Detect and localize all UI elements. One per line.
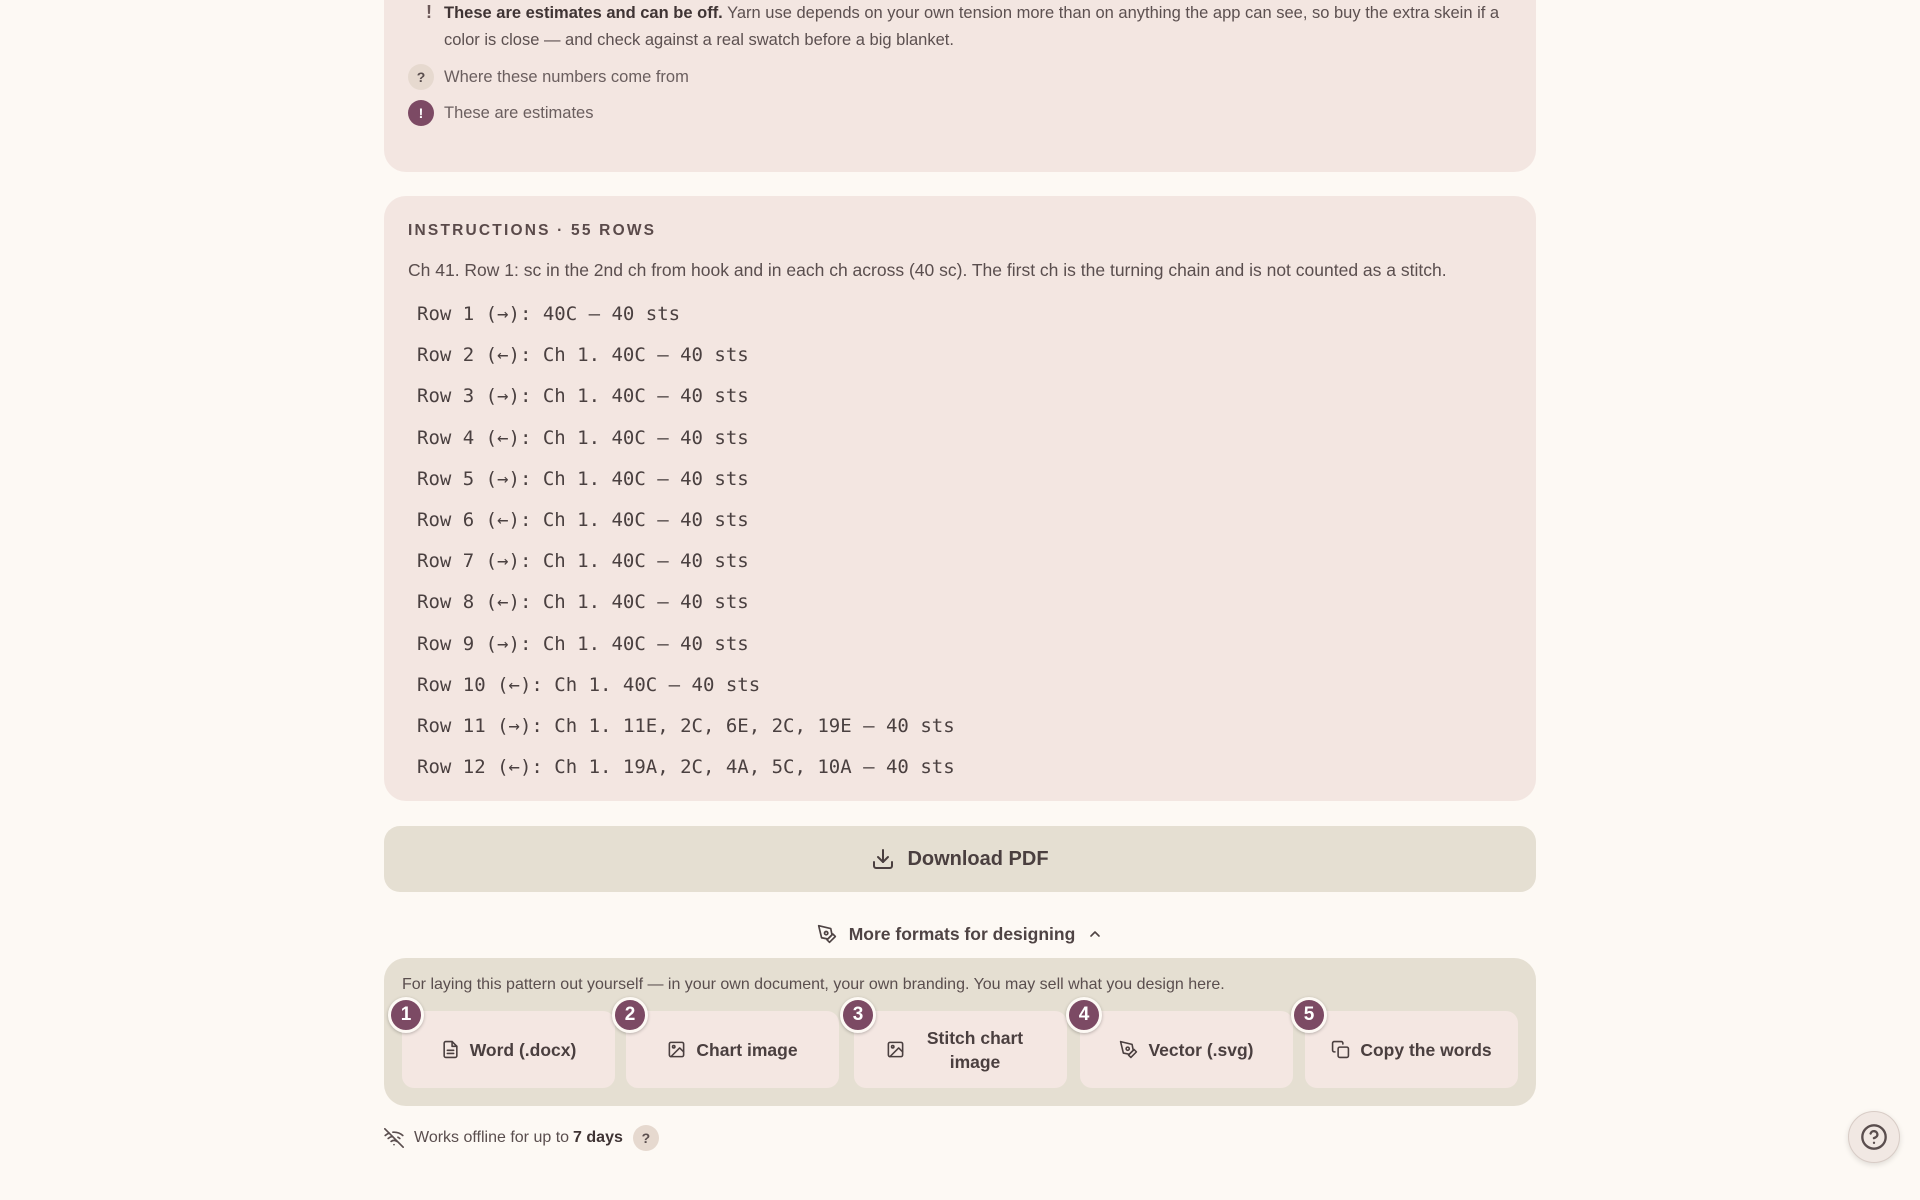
- document-icon: [441, 1040, 460, 1059]
- image-icon: [886, 1040, 905, 1059]
- instructions-heading: INSTRUCTIONS · 55 ROWS: [408, 222, 657, 239]
- download-pdf-button[interactable]: [384, 826, 1536, 892]
- help-circle-icon: [1860, 1123, 1888, 1151]
- step-badge: 5: [1291, 997, 1327, 1033]
- instructions-intro: Ch 41. Row 1: sc in the 2nd ch from hook and in each ch across (40 sc). The first ch is the turning chain and is not counted as a stitch.: [408, 260, 1447, 280]
- instruction-row: Row 2 (←): Ch 1. 40C — 40 sts: [417, 344, 749, 367]
- chart-image-label: Chart image: [696, 1039, 798, 1060]
- instructions-card: [384, 196, 1536, 801]
- word-docx-label: Word (.docx): [469, 1039, 577, 1060]
- estimates-card: [384, 0, 1536, 172]
- estimates-warning: These are estimates and can be off. Yarn use depends on your own tension more than on anything the app can see, so buy the extra skein if a color is close — and check against a real swatch before a big blanket.: [444, 4, 1500, 49]
- estimates-info-label: These are estimates: [444, 103, 594, 122]
- offline-days: 7 days: [573, 1129, 623, 1146]
- vector-svg-label: Vector (.svg): [1148, 1039, 1254, 1060]
- help-button[interactable]: [1848, 1111, 1900, 1163]
- offline-status: [384, 1125, 1536, 1151]
- image-icon: [667, 1040, 686, 1059]
- estimates-info-link[interactable]: [408, 100, 593, 126]
- download-icon: [871, 847, 895, 871]
- copy-words-label: Copy the words: [1360, 1039, 1492, 1060]
- chevron-up-icon: [1087, 926, 1103, 942]
- formats-note: For laying this pattern out yourself — in your own document, your own branding. You may sell what you design here.: [402, 976, 1225, 993]
- instruction-row: Row 11 (→): Ch 1. 11E, 2C, 6E, 2C, 19E — 40 sts: [417, 714, 955, 737]
- vector-svg-button[interactable]: [1078, 1004, 1293, 1088]
- question-icon: ?: [408, 64, 434, 90]
- copy-icon: [1331, 1040, 1350, 1059]
- instruction-row: Row 10 (←): Ch 1. 40C — 40 sts: [417, 673, 761, 696]
- step-badge: 4: [1066, 997, 1102, 1033]
- warning-exclamation-icon: !: [426, 2, 432, 22]
- offline-help-icon[interactable]: ?: [633, 1125, 659, 1151]
- instruction-row: Row 6 (←): Ch 1. 40C — 40 sts: [417, 508, 749, 531]
- numbers-source-link[interactable]: [408, 64, 689, 90]
- step-badge: 3: [840, 997, 876, 1033]
- word-docx-button[interactable]: [400, 1004, 615, 1088]
- pen-tool-icon: [1119, 1040, 1138, 1059]
- step-badge: 2: [612, 997, 648, 1033]
- formats-panel: [384, 958, 1536, 1106]
- wifi-off-icon: [384, 1128, 404, 1148]
- instruction-row: Row 8 (←): Ch 1. 40C — 40 sts: [417, 591, 749, 614]
- instruction-row: Row 1 (→): 40C — 40 sts: [417, 303, 681, 325]
- numbers-source-label: Where these numbers come from: [444, 67, 689, 86]
- instruction-row: Row 7 (→): Ch 1. 40C — 40 sts: [417, 550, 749, 573]
- instruction-row: Row 9 (→): Ch 1. 40C — 40 sts: [417, 632, 749, 655]
- alert-icon: !: [408, 100, 434, 126]
- download-pdf-label: Download PDF: [907, 847, 1049, 870]
- instruction-row: Row 3 (→): Ch 1. 40C — 40 sts: [417, 385, 749, 408]
- offline-text: Works offline for up to: [414, 1129, 570, 1146]
- instruction-row: Row 12 (←): Ch 1. 19A, 2C, 4A, 5C, 10A — 40 sts: [417, 756, 955, 779]
- stitch-chart-image-label: Stitch chart image: [926, 1027, 1024, 1072]
- instruction-rows: [417, 294, 955, 788]
- more-formats-toggle[interactable]: [384, 918, 1536, 950]
- step-badge: 1: [388, 997, 424, 1033]
- copy-words-button[interactable]: [1303, 1004, 1518, 1088]
- instruction-row: Row 4 (←): Ch 1. 40C — 40 sts: [417, 426, 749, 449]
- pen-tool-icon: [817, 924, 837, 944]
- instruction-row: Row 5 (→): Ch 1. 40C — 40 sts: [417, 467, 749, 490]
- chart-image-button[interactable]: [624, 1004, 839, 1088]
- more-formats-label: More formats for designing: [848, 923, 1076, 944]
- stitch-chart-image-button[interactable]: [852, 1004, 1067, 1088]
